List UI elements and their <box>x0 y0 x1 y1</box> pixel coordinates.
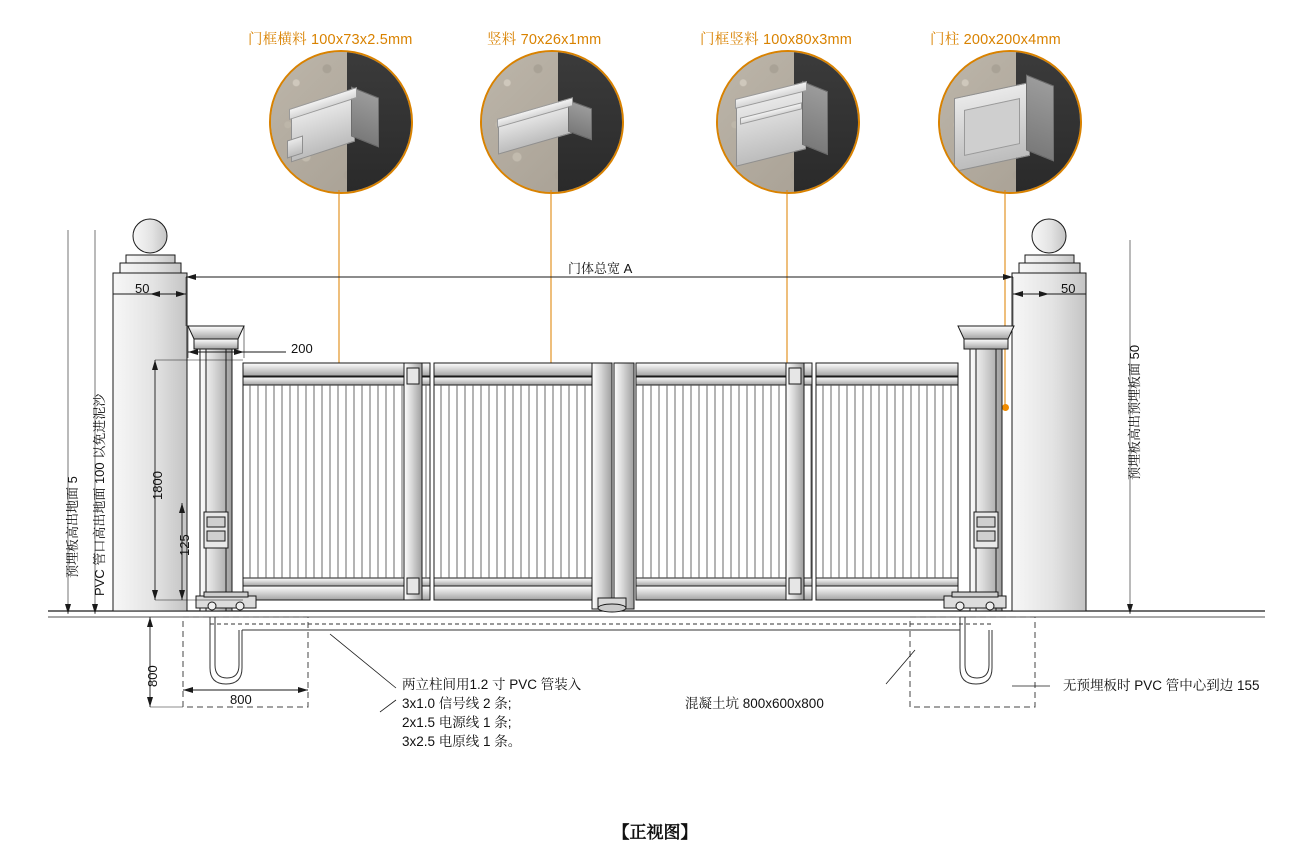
note-pvc-line-0: 两立柱间用1.2 寸 PVC 管装入 <box>402 677 582 692</box>
callout-label-3: 门柱 200x200x4mm <box>930 32 1061 48</box>
callout-label-2: 门框竖料 100x80x3mm <box>700 32 853 48</box>
drawing-title: 【正视图】 <box>612 823 698 842</box>
note-pvc-line-1: 3x1.0 信号线 2 条; <box>402 696 512 711</box>
note-no-embed-plate: 无预埋板时 PVC 管中心到边 155 <box>1063 678 1260 693</box>
dim-rail-height: 125 <box>177 534 192 556</box>
dim-gate-height: 1800 <box>150 471 165 500</box>
callout-label-0: 门框横料 100x73x2.5mm <box>248 32 413 48</box>
dim-pvc-pipe-left: PVC 管口高出地面 100 以免进泥沙 <box>92 393 107 596</box>
dim-right-offset: 50 <box>1061 281 1076 296</box>
dim-post-width: 200 <box>291 341 313 356</box>
dim-embed-plate-left: 预埋板高出地面 5 <box>65 476 80 578</box>
dim-embed-plate-right: 预埋板高出预埋板面 50 <box>1127 344 1142 480</box>
dim-left-offset: 50 <box>135 281 150 296</box>
dim-foundation-depth: 800 <box>145 665 160 687</box>
note-concrete-pit: 混凝土坑 800x600x800 <box>685 696 824 711</box>
dim-total-width: 门体总宽 A <box>568 261 633 276</box>
dim-foundation-width: 800 <box>230 692 252 707</box>
callout-label-1: 竖料 70x26x1mm <box>487 32 602 48</box>
note-pvc-line-2: 2x1.5 电源线 1 条; <box>402 715 512 730</box>
note-pvc-line-3: 3x2.5 电原线 1 条。 <box>402 734 522 749</box>
